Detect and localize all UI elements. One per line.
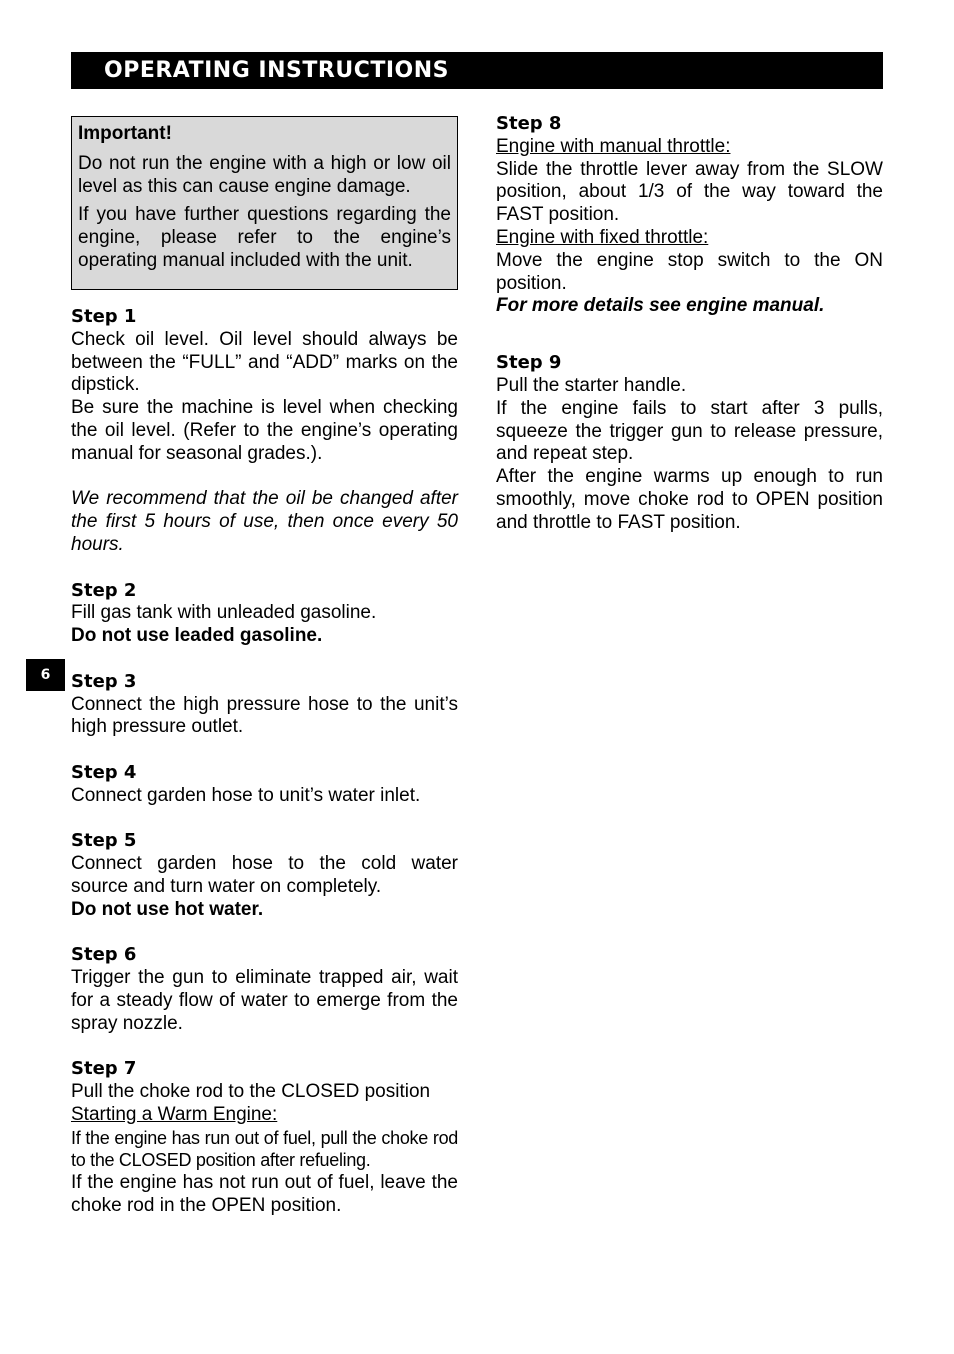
step-text: Move the engine stop switch to the ON position. (496, 249, 883, 294)
step-text: Trigger the gun to eliminate trapped air, wait for a steady flow of water to emerge from the spray nozzle. (71, 967, 458, 1034)
step-text: If the engine has run out of fuel, pull the choke rod to the CLOSED position after refueling. (71, 1127, 458, 1171)
step-text: Pull the choke rod to the CLOSED position (71, 1081, 431, 1103)
step-note: For more details see engine manual. (496, 295, 825, 317)
important-text-1: Do not run the engine with a high or low oil level as this can cause engine damage. (78, 152, 451, 197)
important-title: Important! (78, 123, 172, 144)
step-text: Slide the throttle lever away from the SLOW position, about 1/3 of the way toward the FAST position. (496, 158, 883, 226)
step-8 (496, 113, 883, 318)
step-text: Connect garden hose to the cold water source and turn water on completely. (71, 853, 458, 897)
section-header-bar (71, 52, 883, 89)
step-heading: Step 8 (496, 113, 562, 134)
step-text: After the engine warms up enough to run smoothly, move choke rod to OPEN position and throttle to FAST position. (496, 466, 883, 533)
step-text: If the engine fails to start after 3 pulls, squeeze the trigger gun to release pressure, and repeat step. (496, 397, 883, 465)
step-1 (71, 306, 458, 557)
step-text: Connect the high pressure hose to the unit’s high pressure outlet. (71, 693, 458, 738)
step-3 (71, 671, 458, 739)
step-heading: Step 4 (71, 761, 137, 783)
step-6 (71, 944, 458, 1035)
step-5 (71, 830, 458, 921)
section-title: OPERATING INSTRUCTIONS (104, 58, 449, 83)
step-7 (71, 1058, 458, 1218)
page-number-tab: 6 (26, 659, 65, 691)
step-heading: Step 9 (496, 352, 562, 374)
step-heading: Step 6 (71, 944, 137, 966)
step-text: Check oil level. Oil level should always be between the “FULL” and “ADD” marks on the dipstick. (71, 328, 458, 396)
step-subheading: Engine with manual throttle: (496, 135, 731, 157)
important-text-2: If you have further questions regarding the engine, please refer to the engine’s operating manual included with the unit. (78, 204, 451, 271)
step-warning: Do not use leaded gasoline. (71, 625, 323, 647)
step-warning: Do not use hot water. (71, 898, 264, 920)
step-text: Be sure the machine is level when checking the oil level. (Refer to the engine’s operating manual for seasonal grades.). (71, 397, 458, 464)
step-heading: Step 3 (71, 670, 137, 692)
step-text: Fill gas tank with unleaded gasoline. (71, 602, 377, 624)
step-text: Connect garden hose to unit’s water inlet. (71, 784, 421, 806)
step-text: If the engine has not run out of fuel, leave the choke rod in the OPEN position. (71, 1172, 458, 1217)
step-4 (71, 762, 458, 808)
step-text: Pull the starter handle. (496, 374, 687, 396)
important-notice-box (71, 116, 458, 290)
right-column (496, 113, 883, 557)
step-subheading: Starting a Warm Engine: (71, 1103, 278, 1125)
step-heading: Step 5 (71, 830, 137, 852)
step-subheading: Engine with fixed throttle: (496, 226, 709, 248)
step-2 (71, 580, 458, 648)
step-note: We recommend that the oil be changed after the first 5 hours of use, then once every 50 hours. (71, 488, 458, 555)
step-9 (496, 352, 883, 534)
step-heading: Step 7 (71, 1058, 137, 1080)
step-heading: Step 2 (71, 579, 137, 601)
left-column (71, 306, 458, 1241)
step-heading: Step 1 (71, 306, 137, 327)
